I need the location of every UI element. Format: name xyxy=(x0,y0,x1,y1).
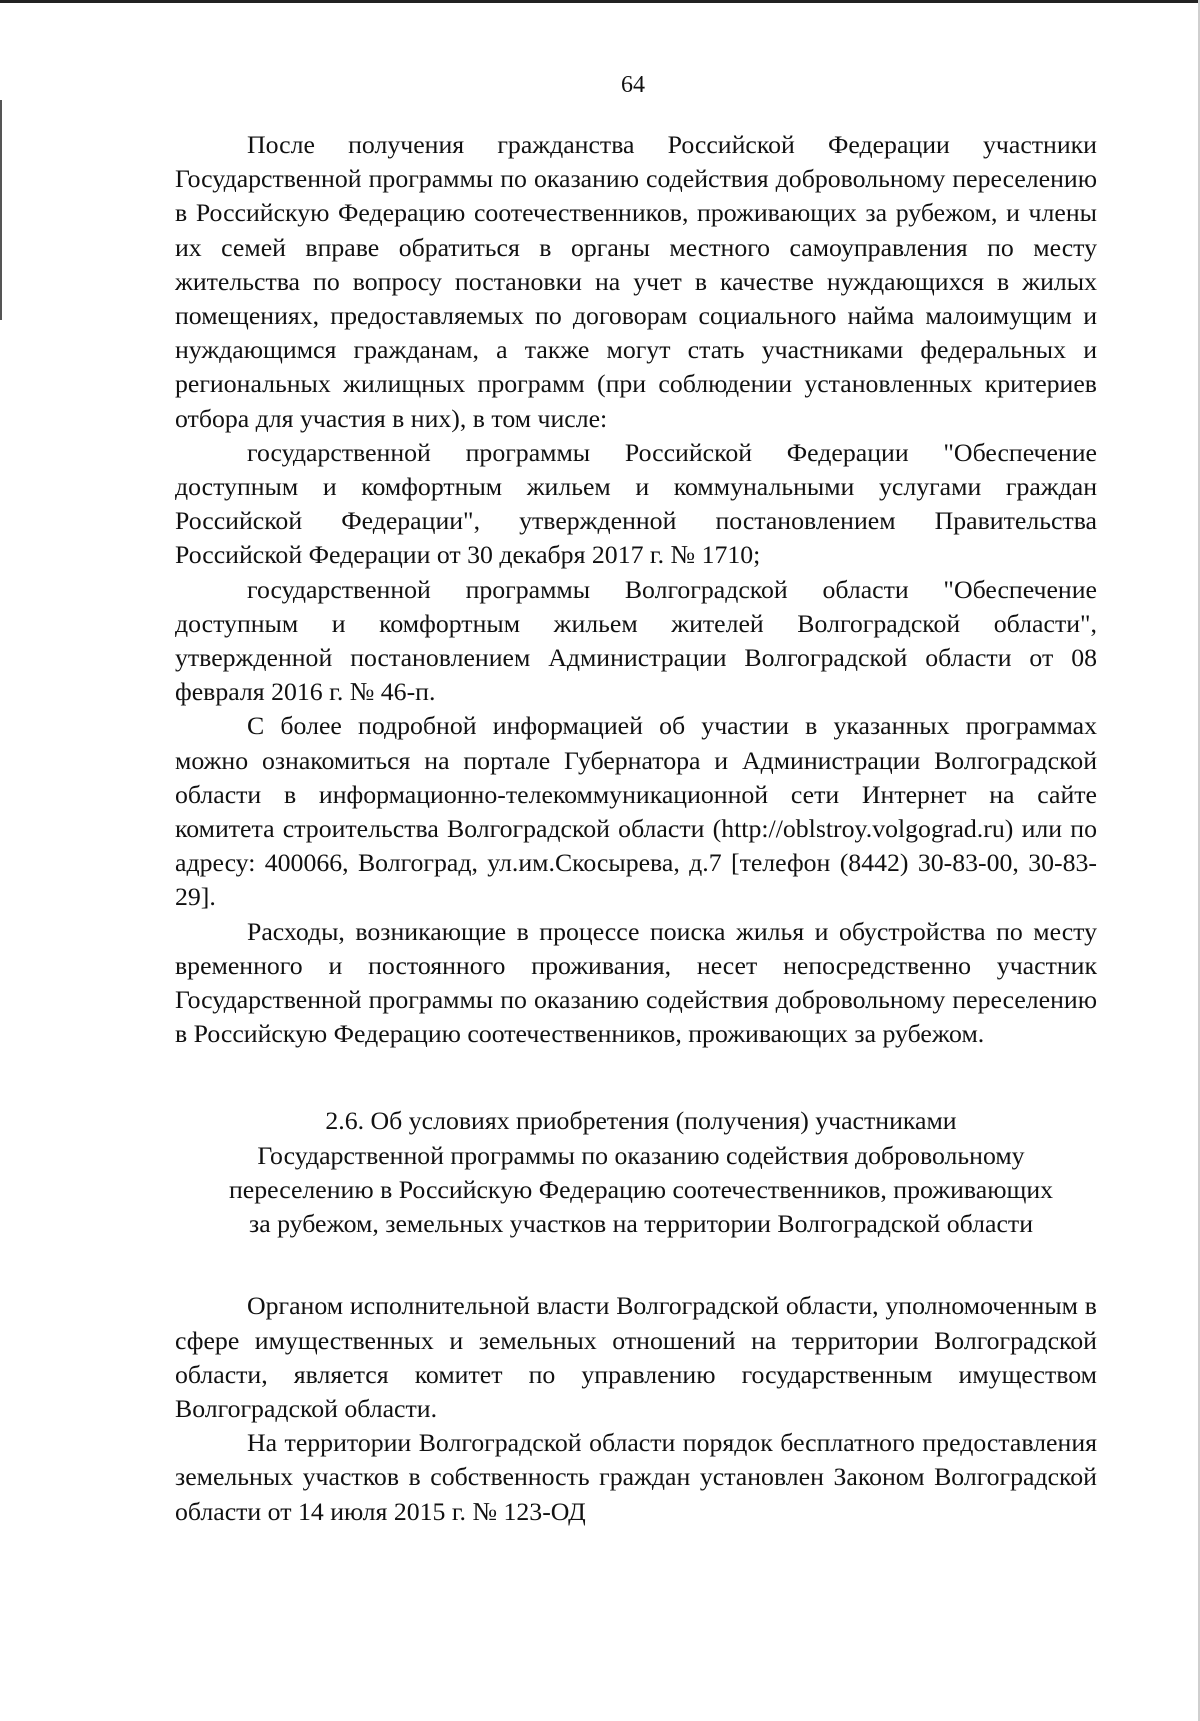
scan-left-mark xyxy=(0,100,2,320)
document-body xyxy=(175,128,1097,1529)
section-heading-line: Государственной программы по оказанию содействия добровольному xyxy=(257,1140,1025,1170)
paragraph-expenses: Расходы, возникающие в процессе поиска жилья и обустройства по месту временного и постоянного проживания, несет непосредственно участник Государственной программы по оказанию содействия добровольному переселению в Российскую Федерацию соотечественников, проживающих за рубежом. xyxy=(175,916,1097,1049)
page-number: 64 xyxy=(621,72,645,98)
paragraph-citizenship-housing: После получения гражданства Российской Федерации участники Государственной программы по оказанию содействия добровольному переселению в Российскую Федерацию соотечественников, проживающих за рубежом, и члены их семей вправе обратиться в органы местного самоуправления по месту жительства по вопросу постановки на учет в качестве нуждающихся в жилых помещениях, предоставляемых по договорам социального найма малоимущим и нуждающимся гражданам, а также могут стать участниками федеральных и региональных жилищных программ (при соблюдении установленных критериев отбора для участия в них), в том числе: xyxy=(175,130,1097,433)
scan-top-edge xyxy=(0,0,1200,3)
section-heading-line: 2.6. Об условиях приобретения (получения) участниками xyxy=(325,1106,957,1136)
section-heading xyxy=(175,1104,1097,1241)
paragraph-federal-program: государственной программы Российской Федерации "Обеспечение доступным и комфортным жильем и коммунальными услугами граждан Российской Федерации", утвержденной постановлением Правительства Российской Федерации от 30 декабря 2017 г. № 1710; xyxy=(175,437,1097,570)
paragraph-contact-info: С более подробной информацией об участии в указанных программах можно ознакомиться на портале Губернатора и Администрации Волгоградской области в информационно-телекоммуникационной сети Интернет на сайте комитета строительства Волгоградской области (http://oblstroy.volgograd.ru) или по адресу: 400066, Волгоград, ул.им.Скосырева, д.7 [телефон (8442) 30-83-00, 30-83-29]. xyxy=(175,711,1097,912)
section-heading-line: за рубежом, земельных участков на территории Волгоградской области xyxy=(249,1209,1033,1239)
paragraph-regional-program: государственной программы Волгоградской области "Обеспечение доступным и комфортным жильем жителей Волгоградской области", утвержденной постановлением Администрации Волгоградской области от 08 февраля 2016 г. № 46-п. xyxy=(175,574,1097,707)
paragraph-land-law: На территории Волгоградской области порядок бесплатного предоставления земельных участков в собственность граждан установлен Законом Волгоградской области от 14 июля 2015 г. № 123-ОД xyxy=(175,1428,1097,1526)
paragraph-land-authority: Органом исполнительной власти Волгоградской области, уполномоченным в сфере имущественных и земельных отношений на территории Волгоградской области, является комитет по управлению государственным имуществом Волгоградской области. xyxy=(175,1291,1097,1423)
section-heading-line: переселению в Российскую Федерацию соотечественников, проживающих xyxy=(228,1174,1054,1204)
